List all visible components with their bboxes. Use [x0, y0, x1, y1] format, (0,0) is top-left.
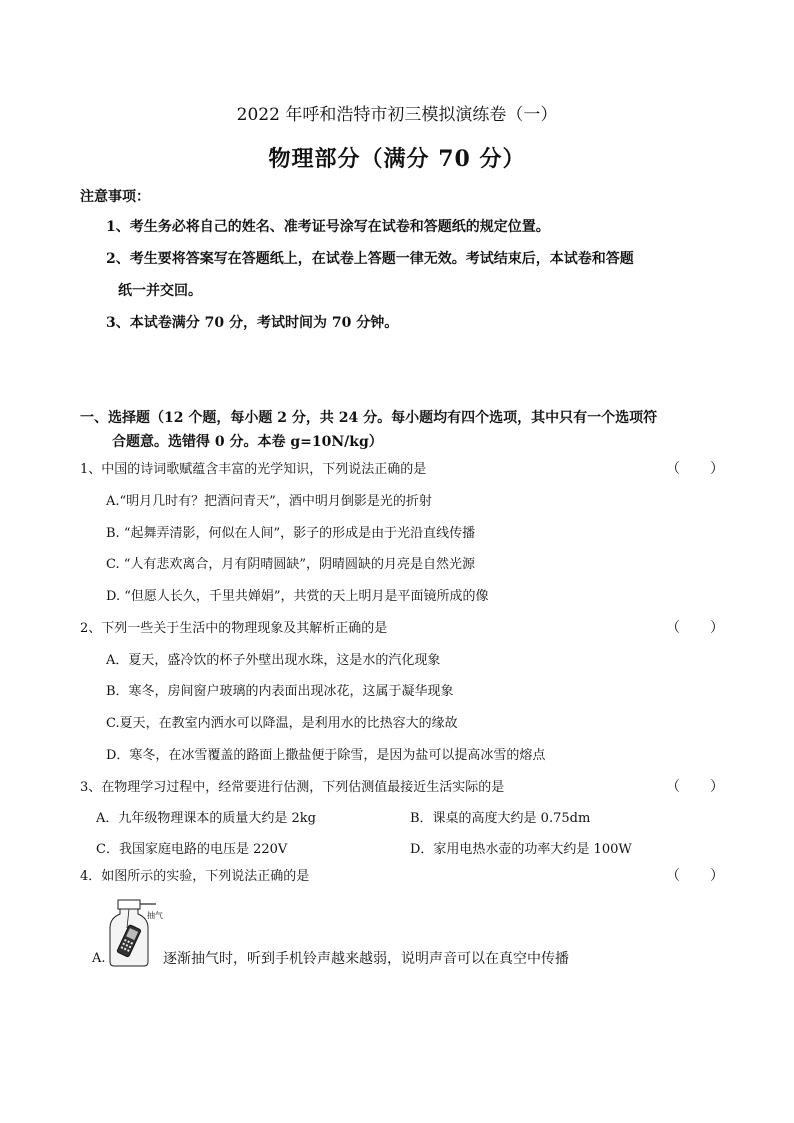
- exam-subtitle: 物理部分（满分 70 分）: [268, 146, 526, 172]
- question-2-stem: 2、下列一些关于生活中的物理现象及其解析正确的是: [80, 621, 388, 636]
- question-3-option-b: B．课桌的高度大约是 0.75dm: [410, 811, 591, 826]
- question-1-option-c: C. “人有悲欢离合，月有阴晴圆缺”，阴晴圆缺的月亮是自然光源: [106, 557, 476, 572]
- section-heading: 一、选择题（12 个题，每小题 2 分，共 24 分。每小题均有四个选项，其中只有一个选项符: [80, 410, 658, 426]
- notice-item-1: 1、考生务必将自己的姓名、准考证号涂写在试卷和答题纸的规定位置。: [106, 219, 550, 235]
- question-4-option-a-label: A.: [92, 951, 106, 966]
- question-3-option-c: C．我国家庭电路的电压是 220V: [96, 842, 288, 857]
- answer-paren-3: （ ）: [666, 779, 724, 795]
- section-heading-cont: 合题意。选错得 0 分。本卷 g=10N/kg）: [112, 434, 383, 450]
- notice-item-2: 2、考生要将答案写在答题纸上，在试卷上答题一律无效。考试结束后，本试卷和答题: [106, 251, 634, 267]
- question-1-stem: 1、中国的诗词歌赋蕴含丰富的光学知识，下列说法正确的是: [80, 462, 427, 477]
- question-1-option-b: B. “起舞弄清影，何似在人间”，影子的形成是由于光沿直线传播: [106, 526, 476, 541]
- notice-item-3: 3、本试卷满分 70 分，考试时间为 70 分钟。: [106, 315, 399, 331]
- notice-item-2-cont: 纸一并交回。: [118, 283, 202, 299]
- notice-label: 注意事项：: [80, 189, 150, 205]
- question-2-option-b: B．寒冬，房间窗户玻璃的内表面出现冰花，这属于凝华现象: [106, 684, 454, 699]
- answer-paren-2: （ ）: [666, 620, 724, 636]
- answer-paren-1: （ ）: [666, 461, 724, 477]
- question-2-option-d: D．寒冬，在冰雪覆盖的路面上撒盐便于除雪，是因为盐可以提高冰雪的熔点: [106, 748, 546, 763]
- question-4-stem: 4．如图所示的实验，下列说法正确的是: [80, 869, 310, 884]
- figure-label-pump: 抽气: [147, 911, 163, 920]
- question-1-option-a: A.“明月几时有？把酒问青天”，酒中明月倒影是光的折射: [106, 494, 432, 509]
- answer-paren-4: （ ）: [666, 868, 724, 884]
- question-4-option-a-text: 逐渐抽气时，听到手机铃声越来越弱，说明声音可以在真空中传播: [163, 951, 569, 967]
- question-3-option-a: A．九年级物理课本的质量大约是 2kg: [96, 811, 316, 826]
- question-3-option-d: D．家用电热水壶的功率大约是 100W: [410, 842, 632, 857]
- question-2-option-a: A．夏天，盛冷饮的杯子外壁出现水珠，这是水的汽化现象: [106, 653, 441, 668]
- question-3-stem: 3、在物理学习过程中，经常要进行估测，下列估测值最接近生活实际的是: [80, 780, 505, 795]
- exam-title: 2022 年呼和浩特市初三模拟演练卷（一）: [236, 105, 558, 125]
- question-2-option-c: C.夏天，在教室内洒水可以降温，是利用水的比热容大的缘故: [106, 716, 458, 731]
- question-1-option-d: D. “但愿人长久，千里共婵娟”，共赏的天上明月是平面镜所成的像: [106, 589, 489, 604]
